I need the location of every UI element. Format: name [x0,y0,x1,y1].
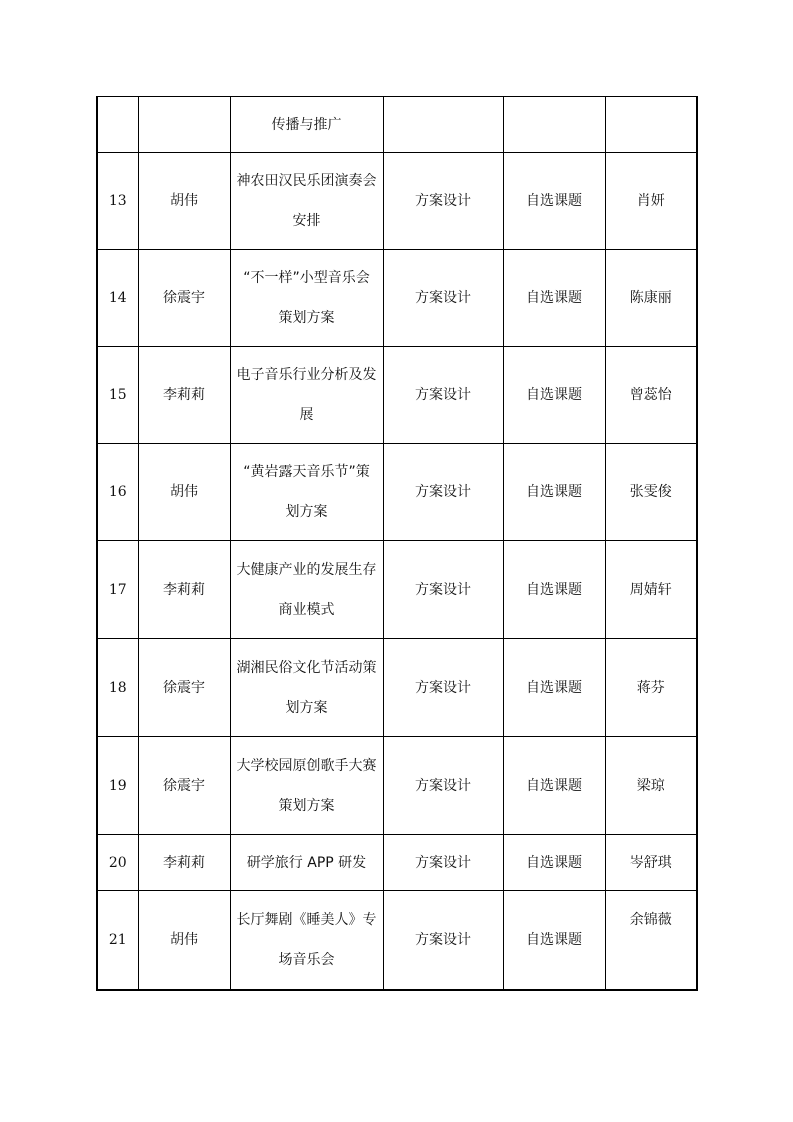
row-number: 14 [97,250,138,347]
topic-title: 神农田汉民乐团演奏会安排 [230,153,383,250]
student-name [605,97,697,153]
topic-type: 方案设计 [383,541,503,639]
topic-source: 自选课题 [503,835,605,891]
row-number [97,97,138,153]
row-number: 15 [97,347,138,444]
topic-type: 方案设计 [383,835,503,891]
topic-source: 自选课题 [503,541,605,639]
student-name: 陈康丽 [605,250,697,347]
topic-table [96,96,698,991]
topic-title: 研学旅行 APP 研发 [230,835,383,891]
advisor-name: 李莉莉 [138,541,230,639]
table-row [97,97,697,153]
student-name: 周婧轩 [605,541,697,639]
topic-title: 大学校园原创歌手大赛策划方案 [230,737,383,835]
topic-source: 自选课题 [503,737,605,835]
student-name: 余锦薇 [605,891,697,990]
advisor-name: 胡伟 [138,444,230,541]
topic-type [383,97,503,153]
topic-type: 方案设计 [383,639,503,737]
topic-type: 方案设计 [383,891,503,990]
topic-source: 自选课题 [503,891,605,990]
advisor-name: 徐震宇 [138,639,230,737]
student-name: 肖妍 [605,153,697,250]
student-name: 曾蕊怡 [605,347,697,444]
student-name: 梁琼 [605,737,697,835]
topic-type: 方案设计 [383,250,503,347]
topic-title: 湖湘民俗文化节活动策划方案 [230,639,383,737]
row-number: 20 [97,835,138,891]
row-number: 16 [97,444,138,541]
topic-title: “黄岩露天音乐节”策划方案 [230,444,383,541]
topic-type: 方案设计 [383,444,503,541]
table-row [97,250,697,347]
topic-title: “不一样”小型音乐会策划方案 [230,250,383,347]
advisor-name: 胡伟 [138,153,230,250]
student-name: 蒋芬 [605,639,697,737]
advisor-name: 胡伟 [138,891,230,990]
table-row [97,639,697,737]
topic-type: 方案设计 [383,737,503,835]
advisor-name [138,97,230,153]
topic-source: 自选课题 [503,347,605,444]
row-number: 19 [97,737,138,835]
topic-title: 长厅舞剧《睡美人》专场音乐会 [230,891,383,990]
row-number: 13 [97,153,138,250]
row-number: 17 [97,541,138,639]
advisor-name: 徐震宇 [138,250,230,347]
table-row [97,835,697,891]
advisor-name: 徐震宇 [138,737,230,835]
student-name: 张雯俊 [605,444,697,541]
topic-title: 电子音乐行业分析及发展 [230,347,383,444]
topic-title: 传播与推广 [230,97,383,153]
row-number: 21 [97,891,138,990]
topic-title: 大健康产业的发展生存商业模式 [230,541,383,639]
table-row [97,541,697,639]
topic-source: 自选课题 [503,250,605,347]
topic-source: 自选课题 [503,153,605,250]
row-number: 18 [97,639,138,737]
table-row [97,444,697,541]
table-row [97,737,697,835]
advisor-name: 李莉莉 [138,347,230,444]
topic-source: 自选课题 [503,639,605,737]
advisor-name: 李莉莉 [138,835,230,891]
table-row [97,153,697,250]
topic-type: 方案设计 [383,347,503,444]
student-name: 岑舒琪 [605,835,697,891]
topic-source [503,97,605,153]
topic-type: 方案设计 [383,153,503,250]
table-row [97,347,697,444]
table-row [97,891,697,990]
topic-source: 自选课题 [503,444,605,541]
